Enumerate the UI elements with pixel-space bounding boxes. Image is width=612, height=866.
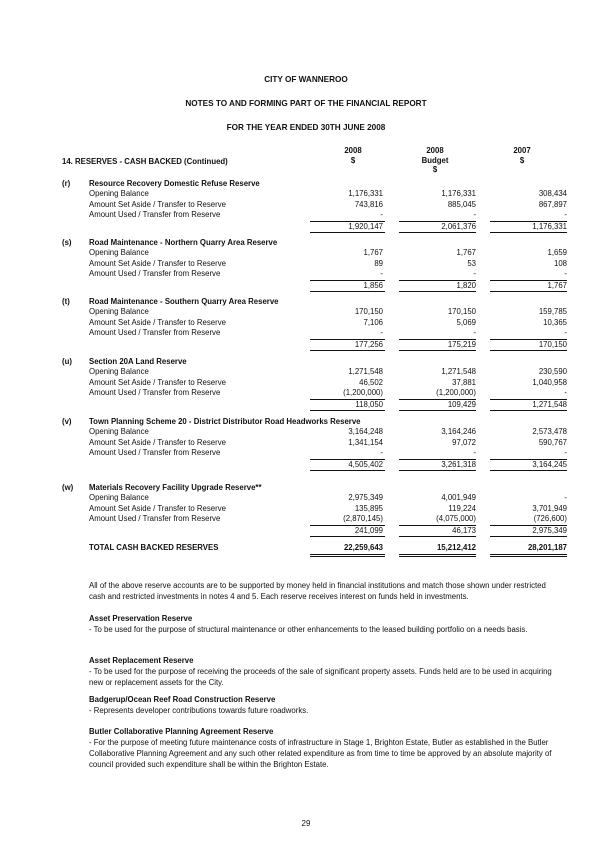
description-text: - To be used for the purpose of receiving the proceeds of the sale of significant property assets. Funds held are to be used in acquiring new or replacement assets for the City. [89,667,552,688]
subtotal-rule [399,410,476,411]
value-2008-budget: 119,224 [448,503,476,513]
subtotal-rule [399,470,476,471]
intro-paragraph: All of the above reserve accounts are to be supported by money held in financial institutions and match those shown under restricted cash and restricted investments in notes 4 and 5. Each reserve receives interest on funds held in investments. [89,581,546,602]
row-label: Amount Used / Transfer from Reserve [89,514,221,523]
value-2008-budget: 97,072 [452,437,476,447]
value-2007: 867,897 [538,199,567,209]
column-sub: Budget [421,155,449,165]
grand-total-2008-budget: 15,212,412 [436,543,476,552]
row-label: Opening Balance [89,189,149,198]
value-2008: 89 [374,258,383,268]
value-2007: 308,434 [538,189,567,198]
subtotal-2007: 1,271,548 [532,400,567,409]
value-2007: - [564,269,567,278]
subtotal-2008-budget: 1,820 [456,281,476,290]
row-label: Amount Set Aside / Transfer to Reserve [89,258,226,268]
value-2008: 1,767 [363,248,383,257]
section-title: Resource Recovery Domestic Refuse Reserve [89,179,260,188]
row-label: Amount Used / Transfer from Reserve [89,328,221,337]
row-label: Amount Set Aside / Transfer to Reserve [89,377,226,387]
row-label: Opening Balance [89,427,149,436]
subtotal-2008: 4,505,402 [348,460,383,469]
value-2008-budget: - [473,269,476,278]
subtotal-rule [399,232,476,233]
value-2007: 10,365 [543,317,567,327]
subtotal-2007: 3,164,245 [532,460,567,469]
value-2008-budget: 1,271,548 [441,367,476,376]
value-2007: 1,040,958 [532,377,567,387]
value-2008: (2,870,145) [343,514,383,523]
value-2008-budget: (1,200,000) [436,388,476,397]
grand-total-rule [399,554,476,555]
subtotal-2008: 177,256 [354,340,383,349]
value-2008: 1,271,548 [348,367,383,376]
row-label: Amount Used / Transfer from Reserve [89,210,221,219]
value-2007: - [564,328,567,337]
row-label: Amount Used / Transfer from Reserve [89,388,221,397]
subtotal-rule [310,470,385,471]
value-2007: - [564,210,567,219]
grand-total-rule [310,554,385,555]
subtotal-rule [310,232,385,233]
subtotal-rule [490,232,567,233]
value-2008-budget: - [473,448,476,457]
value-2007: - [564,493,567,502]
value-2007: 590,767 [538,437,567,447]
value-2008: 1,176,331 [348,189,383,198]
column-year: 2008 [344,146,362,155]
subtotal-rule [399,350,476,351]
note-heading: 14. RESERVES - CASH BACKED (Continued) [62,157,228,166]
grand-total-rule [399,556,476,557]
section-letter: (r) [62,179,71,188]
grand-total-2007: 28,201,187 [527,543,567,552]
value-2008: - [380,210,383,219]
section-title: Road Maintenance - Northern Quarry Area Reserve [89,238,278,247]
value-2008-budget: 4,001,949 [441,493,476,502]
row-label: Amount Used / Transfer from Reserve [89,448,221,457]
page-number: 29 [301,819,311,828]
report-title: NOTES TO AND FORMING PART OF THE FINANCIAL REPORT [185,99,427,108]
subtotal-2008: 241,099 [354,526,383,535]
value-2008-budget: 885,045 [447,199,476,209]
description-text: - Represents developer contributions towards future roadworks. [89,706,309,715]
value-2008: (1,200,000) [343,388,383,397]
subtotal-rule [490,536,567,537]
column-unit: $ [350,155,356,165]
row-label: Amount Set Aside / Transfer to Reserve [89,437,226,447]
value-2008-budget: 170,150 [447,307,476,316]
report-period: FOR THE YEAR ENDED 30TH JUNE 2008 [226,123,386,132]
value-2008-budget: 3,164,246 [441,427,476,436]
description-text: - For the purpose of meeting future maintenance costs of infrastructure in Stage 1, Brighton Estate, Butler as established in the Butler Collaborative Planning Agreement and any such other related expenditure as from time to time be approved by an absolute majority of council provided such expenditure shall be within the Brighton Estate. [89,738,552,770]
description-title: Butler Collaborative Planning Agreement Reserve [89,727,274,736]
value-2008-budget: (4,075,000) [436,514,476,523]
value-2008: 135,895 [354,503,383,513]
value-2007: 1,659 [547,248,567,257]
section-title: Materials Recovery Facility Upgrade Reserve** [89,483,262,492]
row-label: Amount Set Aside / Transfer to Reserve [89,199,226,209]
subtotal-rule [310,536,385,537]
value-2008-budget: 1,176,331 [441,189,476,198]
value-2008-budget: 1,767 [456,248,476,257]
value-2008: - [380,269,383,278]
value-2007: 230,590 [538,367,567,376]
row-label: Opening Balance [89,493,149,502]
value-2007: - [564,388,567,397]
section-letter: (v) [62,417,72,426]
column-unit: $ [432,165,438,174]
value-2008: 3,164,248 [348,427,383,436]
description-title: Asset Preservation Reserve [89,614,193,623]
grand-total-rule [490,554,567,555]
value-2008-budget: - [473,328,476,337]
value-2008: 46,502 [359,377,383,387]
grand-total-2008: 22,259,643 [343,543,383,552]
value-2008: - [380,328,383,337]
value-2008: - [380,448,383,457]
column-header-2007 [497,146,547,165]
section-letter: (s) [62,238,72,247]
section-title: Section 20A Land Reserve [89,357,187,366]
value-2007: (726,600) [533,514,567,523]
row-label: Amount Set Aside / Transfer to Reserve [89,317,226,327]
value-2008-budget: - [473,210,476,219]
value-2008-budget: 37,881 [452,377,476,387]
value-2008-budget: 5,069 [456,317,476,327]
subtotal-rule [310,350,385,351]
subtotal-rule [490,410,567,411]
subtotal-rule [490,291,567,292]
value-2007: 108 [553,258,567,268]
subtotal-2008-budget: 109,429 [447,400,476,409]
value-2008: 743,816 [354,199,383,209]
grand-total-label: TOTAL CASH BACKED RESERVES [89,543,219,552]
subtotal-rule [399,536,476,537]
column-header-2008 [328,146,378,165]
value-2007: 2,573,478 [532,427,567,436]
organisation-name: CITY OF WANNEROO [264,75,348,84]
section-title: Town Planning Scheme 20 - District Distributor Road Headworks Reserve [89,417,361,426]
row-label: Opening Balance [89,307,149,316]
row-label: Opening Balance [89,367,149,376]
subtotal-rule [490,470,567,471]
grand-total-rule [490,556,567,557]
column-year: 2007 [513,146,531,155]
value-2008: 1,341,154 [348,437,383,447]
column-year: 2008 [426,146,444,155]
section-letter: (w) [62,483,74,492]
subtotal-2008-budget: 3,261,318 [441,460,476,469]
value-2008-budget: 53 [467,258,476,268]
row-label: Amount Set Aside / Transfer to Reserve [89,503,226,513]
subtotal-2008: 118,050 [355,400,383,409]
subtotal-rule [310,410,385,411]
value-2008: 170,150 [354,307,383,316]
value-2007: 3,701,949 [532,503,567,513]
description-text: - To be used for the purpose of structural maintenance or other enhancements to the leased building portfolio on a needs basis. [89,625,528,634]
value-2007: - [564,448,567,457]
subtotal-2007: 170,150 [538,340,567,349]
row-label: Opening Balance [89,248,149,257]
subtotal-rule [490,350,567,351]
subtotal-2008: 1,920,147 [348,222,383,231]
subtotal-rule [399,291,476,292]
subtotal-2007: 1,767 [547,281,567,290]
section-title: Road Maintenance - Southern Quarry Area Reserve [89,297,279,306]
subtotal-2007: 2,975,349 [532,526,567,535]
grand-total-rule [310,556,385,557]
section-letter: (t) [62,297,70,306]
subtotal-2007: 1,176,331 [532,222,567,231]
description-title: Asset Replacement Reserve [89,656,194,665]
subtotal-2008-budget: 2,061,376 [441,222,476,231]
value-2008: 7,106 [363,317,383,327]
row-label: Amount Used / Transfer from Reserve [89,269,221,278]
section-letter: (u) [62,357,72,366]
subtotal-2008: 1,856 [363,281,383,290]
subtotal-rule [310,291,385,292]
column-header-2008-budget [410,146,460,175]
subtotal-2008-budget: 175,219 [447,340,476,349]
value-2008: 2,975,349 [348,493,383,502]
column-unit: $ [519,155,525,165]
subtotal-2008-budget: 46,173 [452,526,476,535]
description-title: Badgerup/Ocean Reef Road Construction Reserve [89,695,276,704]
value-2007: 159,785 [538,307,567,316]
